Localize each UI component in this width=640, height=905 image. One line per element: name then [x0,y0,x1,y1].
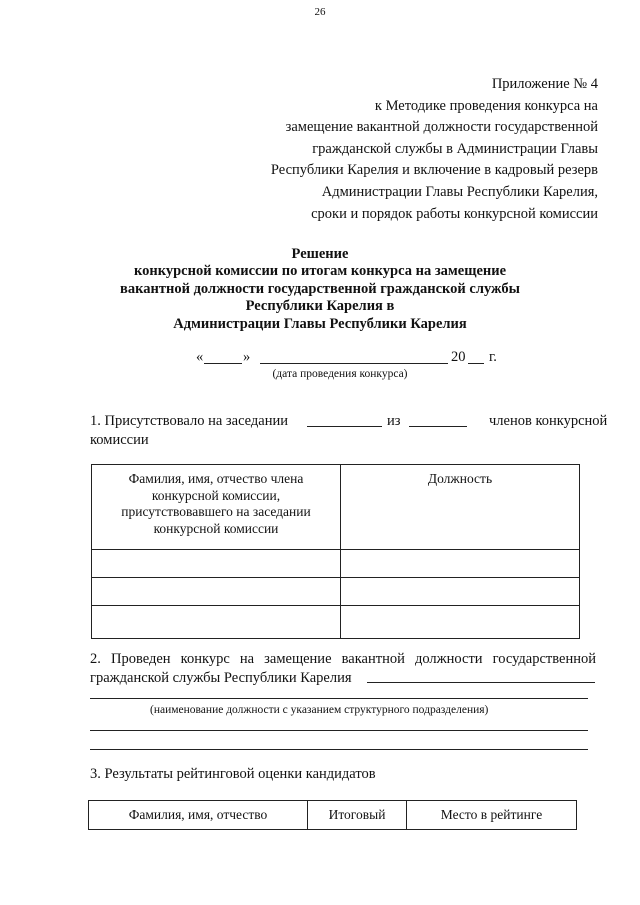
annex-line: сроки и порядок работы конкурсной комиссии [311,205,598,222]
total-count-blank[interactable] [409,426,467,427]
position-blank-3[interactable] [90,730,588,731]
word: замещение [264,651,332,667]
header-total: Итоговый [308,801,407,830]
close-quote: » [243,349,251,365]
annex-line: Республики Карелия и включение в кадровый резерв [270,162,598,179]
document-title [0,246,640,333]
word: вакантной [341,651,405,667]
commission-members-table [91,464,580,639]
section1-text-a: 1. Присутствовало на заседании [90,413,289,429]
header-position: Должность [341,465,580,550]
position-blank-4[interactable] [90,749,588,750]
position-caption: (наименование должности с указанием структурного подразделения) [150,704,489,716]
annex-block [271,74,598,225]
table-row [92,606,580,639]
word: на [239,651,255,667]
title-line: вакантной должности государственной гражданской службы [120,280,520,297]
title-line: Администрации Главы Республики Карелия [173,315,467,332]
date-caption-text: (дата проведения конкурса) [272,368,408,380]
title-line: конкурсной комиссии по итогам конкурса на замещение [133,263,507,280]
section1-text-b: из [387,413,401,429]
open-quote: « [196,349,204,365]
word: 2. [90,651,101,667]
annex-line: к Методике проведения конкурса на [374,97,598,114]
header-candidate-name: Фамилия, имя, отчество [89,801,308,830]
table-row [92,578,580,606]
section-3-heading: 3. Результаты рейтинговой оценки кандидатов [90,766,376,782]
table-cell[interactable] [92,606,341,639]
section2-line1 [90,650,596,669]
annex-line: замещение вакантной должности государственной [285,119,598,136]
table-header-row [89,801,577,830]
day-blank[interactable] [204,363,242,364]
word: должности [414,651,483,667]
rating-table [88,800,577,830]
month-blank[interactable] [260,363,448,364]
word: конкурс [180,651,230,667]
annex-line: Приложение № 4 [491,76,598,92]
section1-text-c: членов конкурсной [489,413,608,429]
present-count-blank[interactable] [307,426,382,427]
table-cell[interactable] [341,606,580,639]
word: Проведен [110,651,171,667]
header-line: конкурсной комиссии, [151,487,281,503]
table-header-row [92,465,580,550]
section2-line2: гражданской службы Республики Карелия [90,670,352,686]
header-line: присутствовавшего на заседании [121,504,311,519]
table-row [92,550,580,578]
position-blank-2[interactable] [90,698,588,699]
table-cell[interactable] [341,578,580,606]
title-line: Решение [291,246,349,262]
header-member-name [92,465,341,550]
year-suffix: г. [489,349,497,365]
section1-text-d: комиссии [90,432,149,448]
annex-line: гражданской службы в Администрации Главы [312,140,598,157]
table-cell[interactable] [92,550,341,578]
header-line: Фамилия, имя, отчество члена [128,471,304,486]
header-line: конкурсной комиссии [153,520,279,536]
page-number: 26 [314,6,326,18]
table-cell[interactable] [92,578,341,606]
date-caption [0,368,640,380]
position-blank-1[interactable] [367,682,595,683]
annex-line: Администрации Главы Республики Карелия, [321,183,598,200]
table-cell[interactable] [341,550,580,578]
year-blank[interactable] [468,363,484,364]
word: государственной [492,651,596,667]
year-prefix: 20 [451,349,466,365]
title-line: Республики Карелия в [245,298,395,315]
header-rank: Место в рейтинге [407,801,577,830]
